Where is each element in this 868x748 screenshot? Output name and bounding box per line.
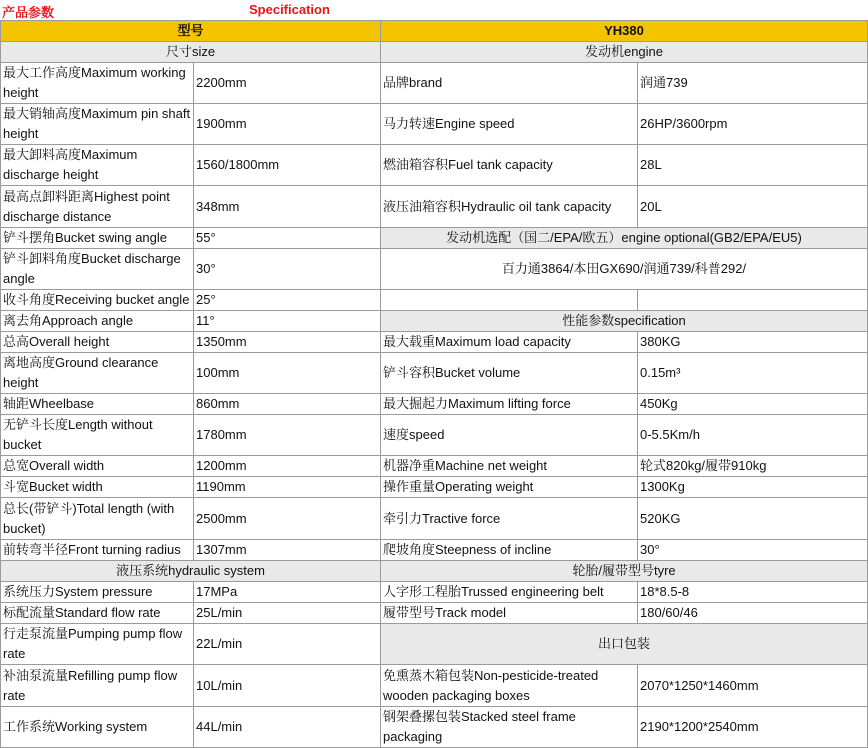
model-row xyxy=(1,21,868,42)
performance-value: 0.15m³ xyxy=(638,353,868,394)
hydraulic-label: 标配流量Standard flow rate xyxy=(1,603,194,624)
model-value: YH380 xyxy=(381,21,868,42)
performance-label: 操作重量Operating weight xyxy=(381,477,638,498)
engine-value: 20L xyxy=(638,186,868,228)
size-label: 离去角Approach angle xyxy=(1,311,194,332)
table-row xyxy=(1,249,868,290)
page-header xyxy=(0,0,868,20)
table-row xyxy=(1,311,868,332)
table-row xyxy=(1,332,868,353)
size-value: 1200mm xyxy=(194,456,381,477)
size-label: 无铲斗长度Length without bucket xyxy=(1,415,194,456)
section-header-row xyxy=(1,561,868,582)
performance-label: 速度speed xyxy=(381,415,638,456)
hydraulic-value: 17MPa xyxy=(194,582,381,603)
table-row xyxy=(1,665,868,707)
engine-value: 润通739 xyxy=(638,63,868,104)
size-value: 30° xyxy=(194,249,381,290)
specification-table xyxy=(0,20,868,748)
title-chinese: 产品参数 xyxy=(2,5,55,20)
title-english: Specification xyxy=(249,2,330,17)
table-row xyxy=(1,624,868,665)
table-row xyxy=(1,353,868,394)
performance-section-header: 性能参数specification xyxy=(381,311,868,332)
export-label: 钢架叠摞包装Stacked steel frame packaging xyxy=(381,707,638,748)
size-value: 2500mm xyxy=(194,498,381,540)
performance-label: 爬坡角度Steepness of incline xyxy=(381,540,638,561)
model-label: 型号 xyxy=(1,21,381,42)
performance-label: 机器净重Machine net weight xyxy=(381,456,638,477)
table-row xyxy=(1,477,868,498)
hydraulic-label: 行走泵流量Pumping pump flow rate xyxy=(1,624,194,665)
performance-value: 轮式820kg/履带910kg xyxy=(638,456,868,477)
table-row xyxy=(1,415,868,456)
table-row xyxy=(1,707,868,748)
size-value: 25° xyxy=(194,290,381,311)
empty-cell xyxy=(381,290,638,311)
table-row xyxy=(1,145,868,186)
table-row xyxy=(1,394,868,415)
performance-label: 铲斗容积Bucket volume xyxy=(381,353,638,394)
hydraulic-value: 44L/min xyxy=(194,707,381,748)
section-header-row xyxy=(1,42,868,63)
size-value: 100mm xyxy=(194,353,381,394)
size-value: 11° xyxy=(194,311,381,332)
size-value: 2200mm xyxy=(194,63,381,104)
table-row xyxy=(1,582,868,603)
tyre-label: 履带型号Track model xyxy=(381,603,638,624)
performance-value: 450Kg xyxy=(638,394,868,415)
export-label: 免熏蒸木箱包装Non-pesticide-treated wooden packaging boxes xyxy=(381,665,638,707)
hydraulic-value: 10L/min xyxy=(194,665,381,707)
performance-label: 牵引力Tractive force xyxy=(381,498,638,540)
hydraulic-label: 补油泵流量Refilling pump flow rate xyxy=(1,665,194,707)
table-row xyxy=(1,290,868,311)
size-value: 55° xyxy=(194,228,381,249)
table-row xyxy=(1,104,868,145)
size-label: 最大卸料高度Maximum discharge height xyxy=(1,145,194,186)
hydraulic-value: 22L/min xyxy=(194,624,381,665)
engine-optional-header: 发动机选配（国二/EPA/欧五）engine optional(GB2/EPA/EU5) xyxy=(381,228,868,249)
engine-label: 液压油箱容积Hydraulic oil tank capacity xyxy=(381,186,638,228)
size-value: 1350mm xyxy=(194,332,381,353)
size-label: 离地高度Ground clearance height xyxy=(1,353,194,394)
table-row xyxy=(1,603,868,624)
table-row xyxy=(1,540,868,561)
size-label: 最大工作高度Maximum working height xyxy=(1,63,194,104)
performance-label: 最大载重Maximum load capacity xyxy=(381,332,638,353)
performance-value: 0-5.5Km/h xyxy=(638,415,868,456)
size-value: 860mm xyxy=(194,394,381,415)
export-value: 2190*1200*2540mm xyxy=(638,707,868,748)
size-label: 轴距Wheelbase xyxy=(1,394,194,415)
hydraulic-section-header: 液压系统hydraulic system xyxy=(1,561,381,582)
size-value: 348mm xyxy=(194,186,381,228)
export-value: 2070*1250*1460mm xyxy=(638,665,868,707)
tyre-value: 180/60/46 xyxy=(638,603,868,624)
engine-value: 28L xyxy=(638,145,868,186)
size-value: 1560/1800mm xyxy=(194,145,381,186)
hydraulic-label: 系统压力System pressure xyxy=(1,582,194,603)
performance-value: 30° xyxy=(638,540,868,561)
engine-section-header: 发动机engine xyxy=(381,42,868,63)
size-label: 铲斗卸料角度Bucket discharge angle xyxy=(1,249,194,290)
hydraulic-value: 25L/min xyxy=(194,603,381,624)
engine-label: 燃油箱容积Fuel tank capacity xyxy=(381,145,638,186)
table-row xyxy=(1,456,868,477)
engine-label: 马力转速Engine speed xyxy=(381,104,638,145)
performance-value: 1300Kg xyxy=(638,477,868,498)
size-label: 斗宽Bucket width xyxy=(1,477,194,498)
size-value: 1780mm xyxy=(194,415,381,456)
performance-value: 380KG xyxy=(638,332,868,353)
performance-value: 520KG xyxy=(638,498,868,540)
hydraulic-label: 工作系统Working system xyxy=(1,707,194,748)
performance-label: 最大掘起力Maximum lifting force xyxy=(381,394,638,415)
size-value: 1900mm xyxy=(194,104,381,145)
size-section-header: 尺寸size xyxy=(1,42,381,63)
size-value: 1190mm xyxy=(194,477,381,498)
table-row xyxy=(1,186,868,228)
tyre-label: 人字形工程胎Trussed engineering belt xyxy=(381,582,638,603)
table-row xyxy=(1,63,868,104)
engine-value: 26HP/3600rpm xyxy=(638,104,868,145)
size-label: 铲斗摆角Bucket swing angle xyxy=(1,228,194,249)
size-label: 前转弯半径Front turning radius xyxy=(1,540,194,561)
size-label: 总宽Overall width xyxy=(1,456,194,477)
size-label: 总高Overall height xyxy=(1,332,194,353)
engine-label: 品牌brand xyxy=(381,63,638,104)
table-row xyxy=(1,498,868,540)
engine-optional-value: 百力通3864/本田GX690/润通739/科普292/ xyxy=(381,249,868,290)
size-label: 最高点卸料距离Highest point discharge distance xyxy=(1,186,194,228)
size-label: 总长(带铲斗)Total length (with bucket) xyxy=(1,498,194,540)
empty-cell xyxy=(638,290,868,311)
size-label: 收斗角度Receiving bucket angle xyxy=(1,290,194,311)
table-row xyxy=(1,228,868,249)
size-label: 最大销轴高度Maximum pin shaft height xyxy=(1,104,194,145)
tyre-section-header: 轮胎/履带型号tyre xyxy=(381,561,868,582)
export-section-header: 出口包装 xyxy=(381,624,868,665)
tyre-value: 18*8.5-8 xyxy=(638,582,868,603)
size-value: 1307mm xyxy=(194,540,381,561)
